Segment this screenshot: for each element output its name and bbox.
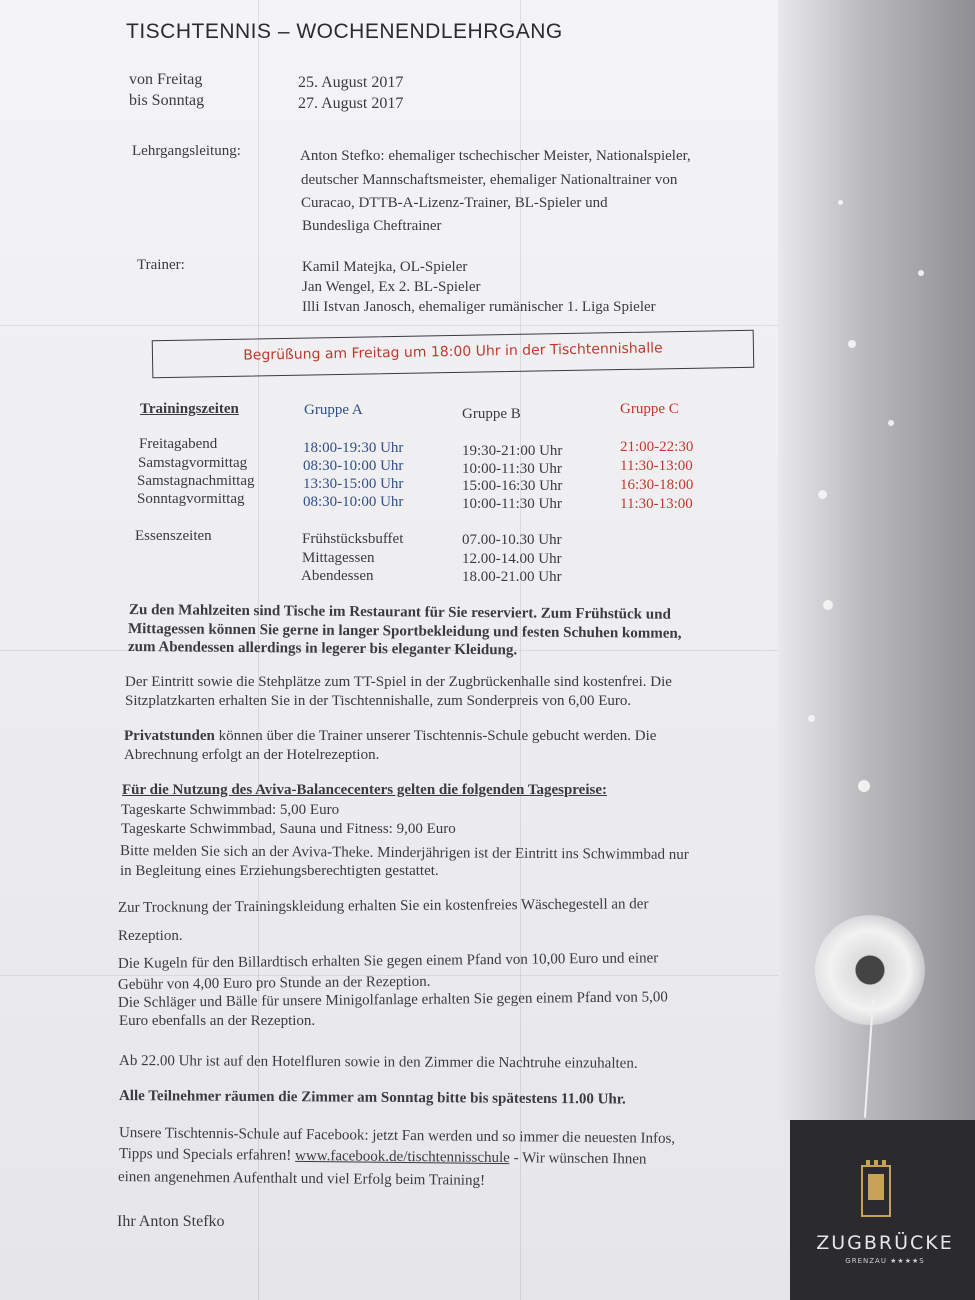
schedule-heading: Trainingszeiten: [140, 401, 239, 417]
entry-paragraph-line: Der Eintritt sowie die Stehplätze zum TT-Spiel in der Zugbrückenhalle sind kostenfrei. Die: [125, 674, 672, 690]
checkout-paragraph: Alle Teilnehmer räumen die Zimmer am Sonntag bitte bis spätestens 11.00 Uhr.: [118, 1088, 626, 1108]
meal-name: Mittagessen: [302, 550, 375, 566]
schedule-c: 11:30-13:00: [620, 458, 693, 474]
billard-paragraph-line: Euro ebenfalls an der Rezeption.: [119, 1013, 316, 1029]
meals-paragraph-line: Mittagessen können Sie gerne in langer Sportbekleidung und festen Schuhen kommen,: [127, 621, 682, 642]
schedule-day: Sonntagvormittag: [137, 491, 245, 507]
schedule-a: 08:30-10:00 Uhr: [303, 458, 404, 474]
trainer-label: Trainer:: [137, 257, 185, 273]
schedule-c: 21:00-22:30: [620, 439, 694, 455]
to-date: 27. August 2017: [298, 95, 404, 112]
dandelion-seed: [818, 490, 827, 499]
schedule-day: Samstagvormittag: [138, 455, 248, 471]
schedule-a: 08:30-10:00 Uhr: [303, 494, 404, 510]
facebook-paragraph-line: Unsere Tischtennis-Schule auf Facebook: jetzt Fan werden und so immer die neuesten Infos,: [118, 1125, 676, 1147]
leitung-line: Anton Stefko: ehemaliger tschechischer Meister, Nationalspieler,: [300, 148, 691, 164]
meals-paragraph-line: zum Abendessen allerdings in legerer bis eleganter Kleidung.: [127, 639, 518, 659]
private-rest: können über die Trainer unserer Tischtennis-Schule gebucht werden. Die: [214, 728, 657, 744]
welcome-banner: [152, 330, 755, 379]
facebook-paragraph-line: einen angenehmen Aufenthalt und viel Erfolg beim Training!: [117, 1169, 486, 1189]
aviva-line: Tageskarte Schwimmbad, Sauna und Fitness: 9,00 Euro: [121, 821, 456, 837]
private-bold: Privatstunden: [124, 728, 215, 744]
facebook-link[interactable]: www.facebook.de/tischtennisschule: [295, 1147, 510, 1167]
leitung-line: deutscher Mannschaftsmeister, ehemaliger Nationaltrainer von: [301, 172, 678, 188]
leitung-line: Bundesliga Cheftrainer: [302, 218, 442, 234]
aviva-line: Bitte melden Sie sich an der Aviva-Theke. Minderjährigen ist der Eintritt ins Schwimmbad nur: [119, 843, 689, 863]
welcome-banner-text: Begrüßung am Freitag um 18:00 Uhr in der Tischtennishalle: [243, 340, 663, 364]
schedule-a: 18:00-19:30 Uhr: [303, 440, 404, 456]
meal-time: 12.00-14.00 Uhr: [462, 551, 562, 567]
meals-paragraph-line: Zu den Mahlzeiten sind Tische im Restaurant für Sie reserviert. Zum Frühstück und: [128, 602, 671, 623]
schedule-day: Samstagnachmittag: [137, 473, 255, 489]
group-c-header: Gruppe C: [620, 401, 679, 417]
leitung-line: Curacao, DTTB-A-Lizenz-Trainer, BL-Spieler und: [301, 195, 608, 211]
private-paragraph-line: [124, 727, 656, 746]
group-a-header: Gruppe A: [304, 402, 363, 418]
aviva-line: Tageskarte Schwimmbad: 5,00 Euro: [121, 802, 340, 818]
drawbridge-icon: [860, 1160, 892, 1218]
page-title: TISCHTENNIS – WOCHENENDLEHRGANG: [126, 20, 563, 43]
drying-paragraph-line: Rezeption.: [118, 928, 183, 944]
entry-paragraph-line: Sitzplatzkarten erhalten Sie in der Tischtennishalle, zum Sonderpreis von 6,00 Euro.: [125, 693, 632, 709]
aviva-line: in Begleitung eines Erziehungsberechtigten gestattet.: [120, 863, 439, 879]
facebook-pre: Tipps und Specials erfahren!: [118, 1146, 296, 1164]
dandelion-seed: [918, 270, 924, 276]
to-label: bis Sonntag: [129, 92, 205, 109]
trainer-line: Kamil Matejka, OL-Spieler: [302, 259, 468, 275]
drying-paragraph-line: Zur Trocknung der Trainingskleidung erhalten Sie ein kostenfreies Wäschegestell an der: [117, 896, 649, 916]
schedule-b: 19:30-21:00 Uhr: [462, 443, 563, 459]
schedule-c: 16:30-18:00: [620, 477, 694, 493]
dandelion-image: [815, 915, 925, 1025]
billard-paragraph-line: Gebühr von 4,00 Euro pro Stunde an der Rezeption.: [117, 973, 431, 993]
group-b-header: Gruppe B: [462, 406, 521, 422]
hotel-logo-subtitle: GRENZAU ★★★★S: [845, 1257, 925, 1265]
schedule-b: 10:00-11:30 Uhr: [462, 461, 562, 477]
facebook-post: - Wir wünschen Ihnen: [509, 1150, 647, 1168]
schedule-a: 13:30-15:00 Uhr: [303, 476, 404, 492]
trainer-line: Illi Istvan Janosch, ehemaliger rumänischer 1. Liga Spieler: [302, 299, 656, 315]
meal-time: 07.00-10.30 Uhr: [462, 532, 562, 548]
night-paragraph: Ab 22.00 Uhr ist auf den Hotelfluren sowie in den Zimmer die Nachtruhe einzuhalten.: [118, 1053, 638, 1072]
meal-time: 18.00-21.00 Uhr: [462, 569, 562, 585]
meal-name: Abendessen: [301, 568, 374, 584]
hotel-logo-name: ZUGBRÜCKE: [816, 1232, 954, 1254]
dandelion-seed: [888, 420, 894, 426]
schedule-c: 11:30-13:00: [620, 496, 693, 512]
dandelion-seed: [808, 715, 815, 722]
signature: Ihr Anton Stefko: [117, 1213, 225, 1230]
schedule-b: 10:00-11:30 Uhr: [462, 496, 562, 512]
from-label: von Freitag: [129, 71, 203, 88]
meals-label: Essenszeiten: [135, 528, 212, 544]
meal-name: Frühstücksbuffet: [302, 531, 404, 547]
dandelion-seed: [848, 340, 856, 348]
schedule-b: 15:00-16:30 Uhr: [462, 478, 563, 494]
dandelion-seed: [858, 780, 870, 792]
billard-paragraph-line: Die Schläger und Bälle für unsere Minigolfanlage erhalten Sie gegen einem Pfand von 5,00: [117, 989, 668, 1011]
leitung-label: Lehrgangsleitung:: [132, 143, 241, 159]
dandelion-seed: [823, 600, 833, 610]
billard-paragraph-line: Die Kugeln für den Billardtisch erhalten Sie gegen einem Pfand von 10,00 Euro und einer: [117, 950, 659, 972]
dandelion-seed: [838, 200, 843, 205]
aviva-heading: Für die Nutzung des Aviva-Balancecenters gelten die folgenden Tagespreise:: [122, 782, 607, 798]
trainer-line: Jan Wengel, Ex 2. BL-Spieler: [302, 279, 481, 295]
private-paragraph-line: Abrechnung erfolgt an der Hotelrezeption.: [124, 747, 380, 763]
from-date: 25. August 2017: [298, 74, 404, 91]
schedule-day: Freitagabend: [139, 436, 218, 452]
facebook-paragraph-line: [119, 1145, 647, 1170]
